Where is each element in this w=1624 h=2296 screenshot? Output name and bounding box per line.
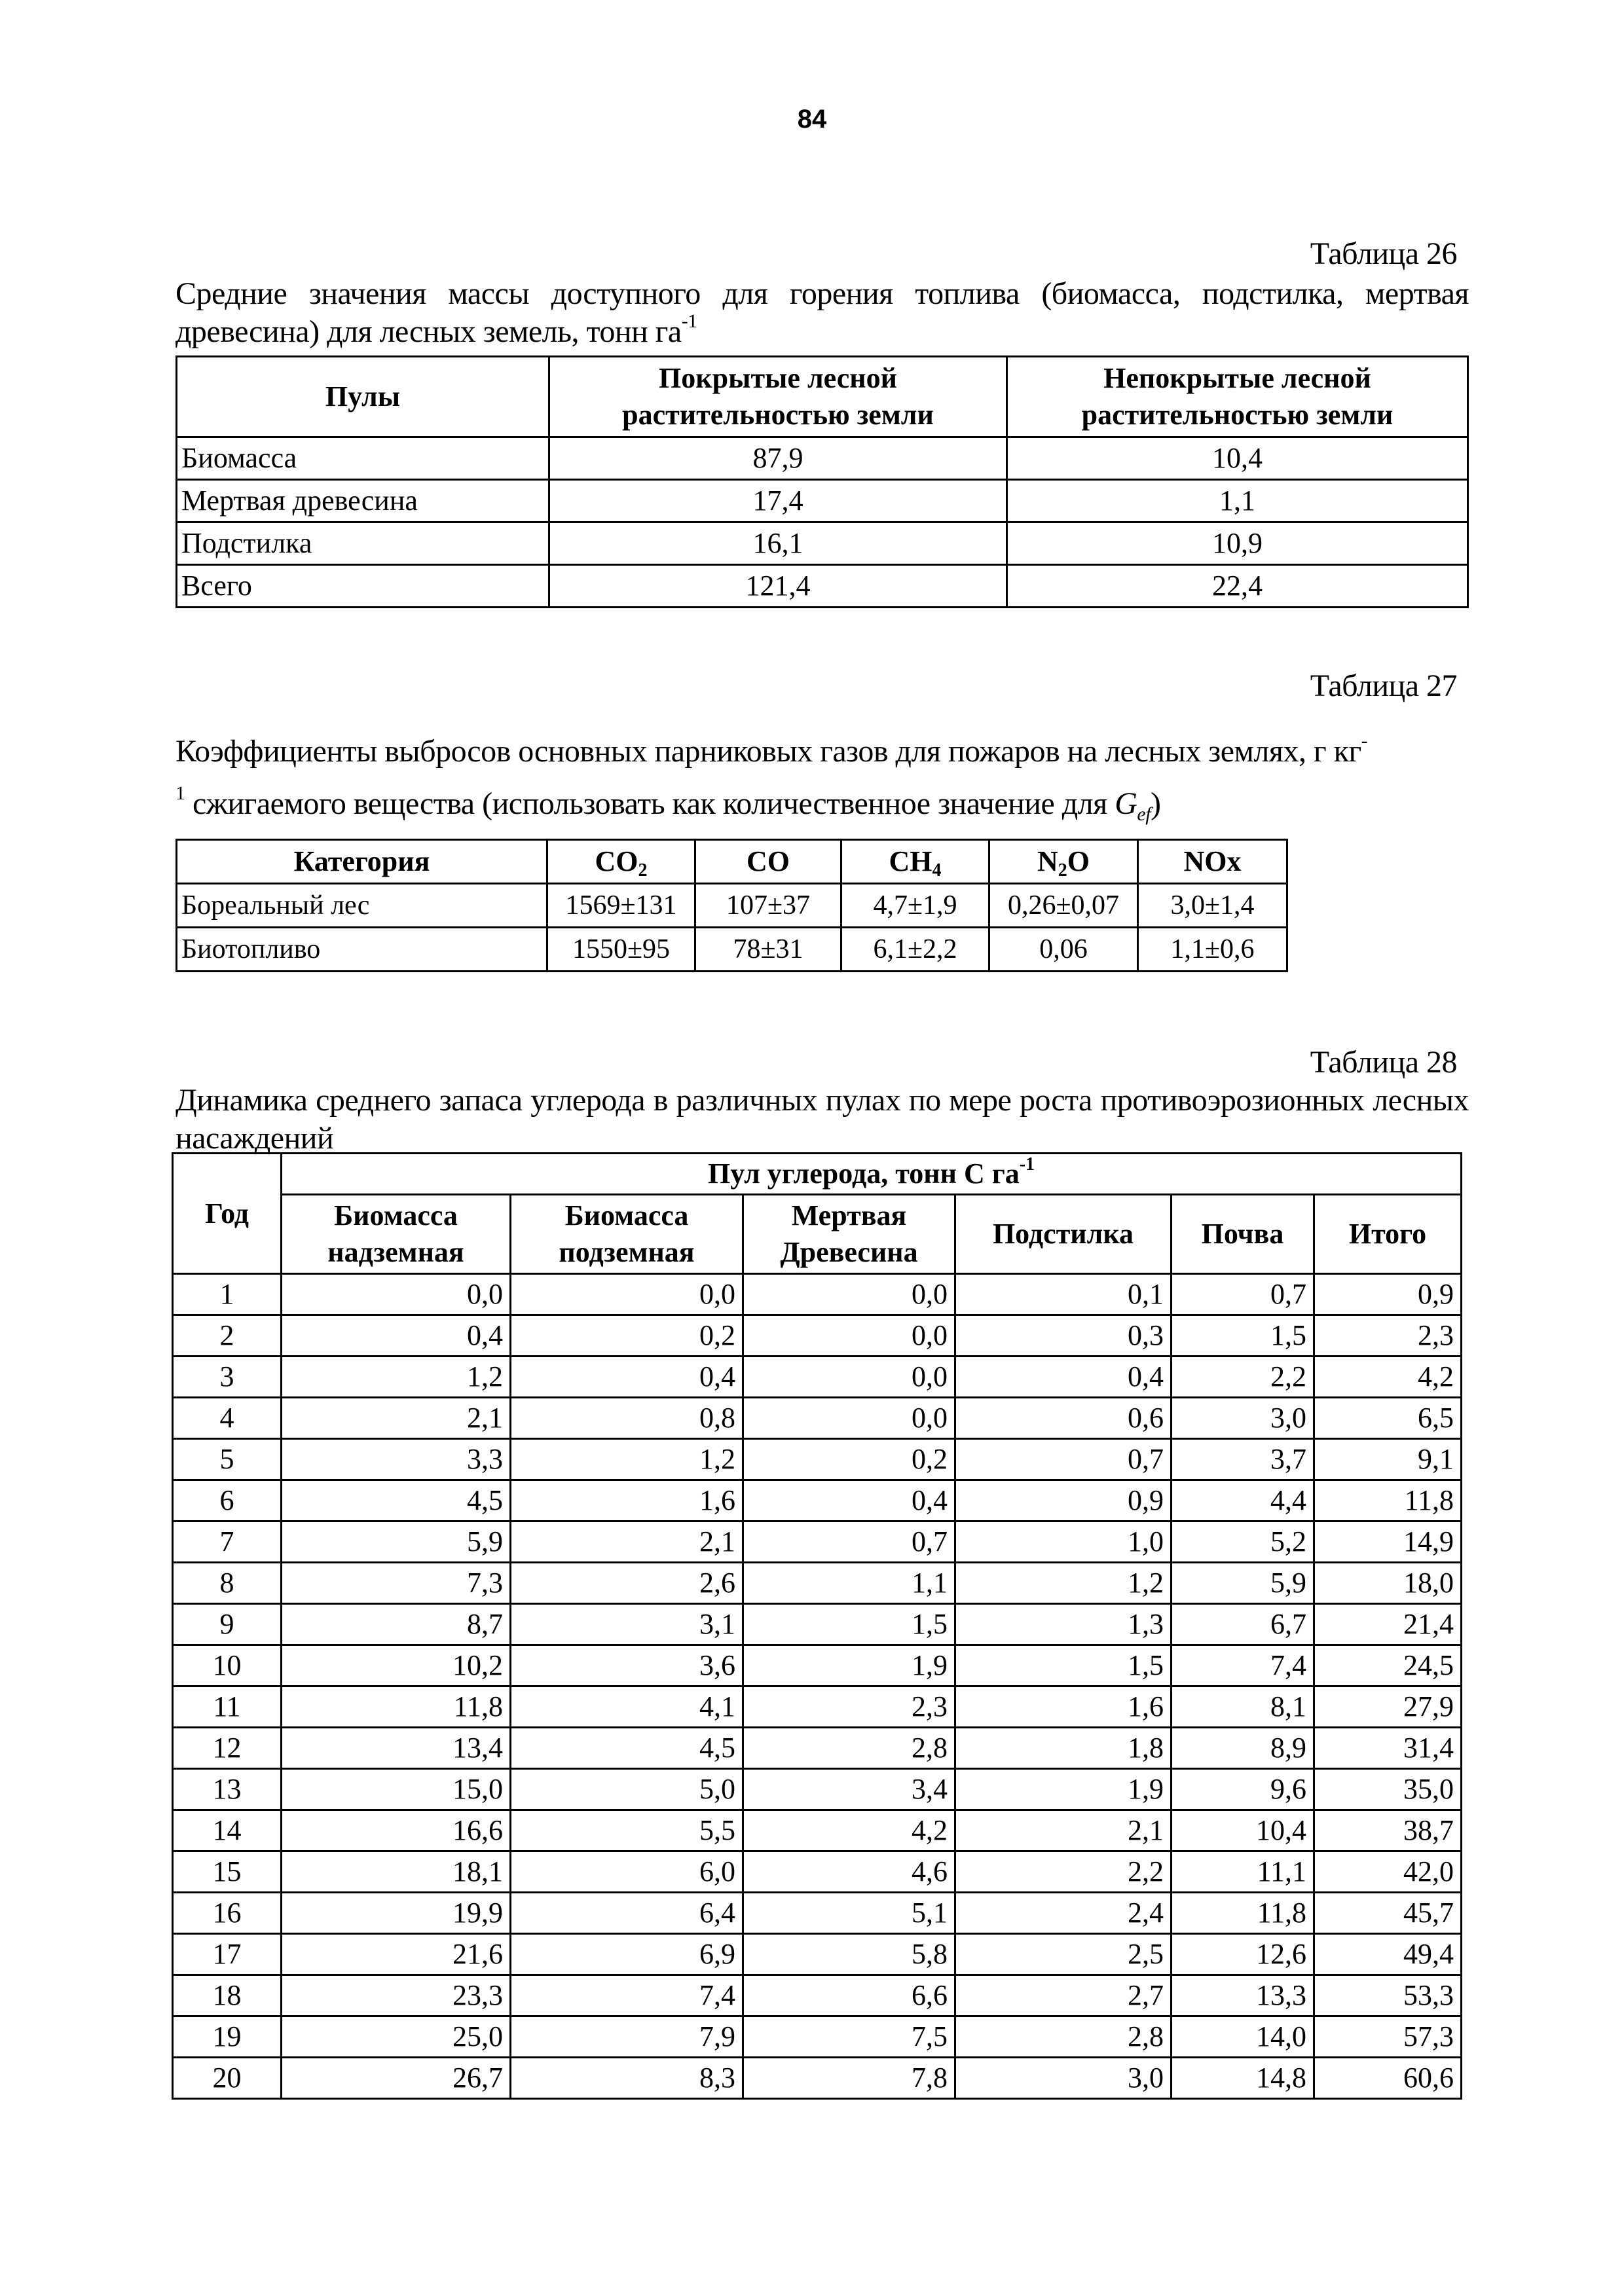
table28-header-total: Итого bbox=[1314, 1195, 1462, 1274]
soil-value: 1,5 bbox=[1172, 1315, 1314, 1357]
table27-header-n2o bbox=[989, 840, 1138, 884]
table27-caption-var: G bbox=[1115, 786, 1137, 821]
belowground-value: 3,1 bbox=[511, 1604, 743, 1645]
belowground-value: 6,4 bbox=[511, 1893, 743, 1934]
year: 7 bbox=[173, 1522, 282, 1563]
n2o-value: 0,06 bbox=[989, 928, 1138, 972]
litter-value: 1,3 bbox=[955, 1604, 1172, 1645]
litter-value: 0,7 bbox=[955, 1439, 1172, 1480]
soil-value: 9,6 bbox=[1172, 1769, 1314, 1810]
litter-value: 2,8 bbox=[955, 2016, 1172, 2058]
co2-value: 1569±131 bbox=[547, 884, 695, 928]
table27-caption-line2: сжигаемого вещества (использовать как количественное значение для bbox=[185, 786, 1115, 821]
deadwood-value: 1,1 bbox=[743, 1563, 955, 1604]
aboveground-value: 16,6 bbox=[282, 1810, 511, 1851]
soil-value: 8,1 bbox=[1172, 1686, 1314, 1728]
aboveground-value: 21,6 bbox=[282, 1934, 511, 1975]
litter-value: 2,5 bbox=[955, 1934, 1172, 1975]
group-header-sup: -1 bbox=[1019, 1154, 1035, 1175]
uncovered-value: 10,4 bbox=[1007, 437, 1468, 480]
total-value: 60,6 bbox=[1314, 2058, 1462, 2099]
co-value: 78±31 bbox=[695, 928, 841, 972]
table27-caption-var-sub: ef bbox=[1137, 803, 1151, 825]
deadwood-value: 0,0 bbox=[743, 1274, 955, 1315]
year: 16 bbox=[173, 1893, 282, 1934]
deadwood-value: 0,0 bbox=[743, 1398, 955, 1439]
year: 10 bbox=[173, 1645, 282, 1686]
table27-caption-line1: Коэффициенты выбросов основных парниковых газов для пожаров на лесных землях, г кг bbox=[175, 734, 1361, 769]
belowground-value: 5,0 bbox=[511, 1769, 743, 1810]
table28-body bbox=[173, 1274, 1462, 2099]
year: 3 bbox=[173, 1357, 282, 1398]
year: 17 bbox=[173, 1934, 282, 1975]
table28-header-litter: Подстилка bbox=[955, 1195, 1172, 1274]
soil-value: 4,4 bbox=[1172, 1480, 1314, 1522]
n2o-value: 0,26±0,07 bbox=[989, 884, 1138, 928]
aboveground-value: 18,1 bbox=[282, 1851, 511, 1893]
aboveground-value: 10,2 bbox=[282, 1645, 511, 1686]
belowground-value: 0,2 bbox=[511, 1315, 743, 1357]
deadwood-value: 5,1 bbox=[743, 1893, 955, 1934]
total-value: 53,3 bbox=[1314, 1975, 1462, 2016]
deadwood-value: 3,4 bbox=[743, 1769, 955, 1810]
aboveground-value: 13,4 bbox=[282, 1728, 511, 1769]
uncovered-value: 10,9 bbox=[1007, 522, 1468, 565]
table-row bbox=[173, 1604, 1462, 1645]
nox-value: 3,0±1,4 bbox=[1138, 884, 1287, 928]
covered-value: 121,4 bbox=[549, 565, 1007, 608]
table-row bbox=[177, 437, 1468, 480]
belowground-value: 0,0 bbox=[511, 1274, 743, 1315]
aboveground-value: 5,9 bbox=[282, 1522, 511, 1563]
belowground-value: 2,1 bbox=[511, 1522, 743, 1563]
uncovered-value: 22,4 bbox=[1007, 565, 1468, 608]
pool-name: Мертвая древесина bbox=[177, 480, 549, 522]
ch4-value: 6,1±2,2 bbox=[841, 928, 989, 972]
co-value: 107±37 bbox=[695, 884, 841, 928]
table-row bbox=[173, 1686, 1462, 1728]
table-row bbox=[177, 480, 1468, 522]
pool-name: Всего bbox=[177, 565, 549, 608]
belowground-value: 3,6 bbox=[511, 1645, 743, 1686]
litter-value: 0,3 bbox=[955, 1315, 1172, 1357]
category-name: Биотопливо bbox=[177, 928, 547, 972]
group-header-text: Пул углерода, тонн С га bbox=[707, 1157, 1020, 1190]
litter-value: 1,8 bbox=[955, 1728, 1172, 1769]
year: 20 bbox=[173, 2058, 282, 2099]
litter-value: 1,0 bbox=[955, 1522, 1172, 1563]
belowground-value: 1,6 bbox=[511, 1480, 743, 1522]
table28-header-aboveground: Биомасса надземная bbox=[282, 1195, 511, 1274]
table-row bbox=[173, 1274, 1462, 1315]
soil-value: 11,1 bbox=[1172, 1851, 1314, 1893]
litter-value: 1,5 bbox=[955, 1645, 1172, 1686]
deadwood-value: 4,2 bbox=[743, 1810, 955, 1851]
soil-value: 8,9 bbox=[1172, 1728, 1314, 1769]
litter-value: 0,1 bbox=[955, 1274, 1172, 1315]
aboveground-value: 15,0 bbox=[282, 1769, 511, 1810]
ch4-sub: 4 bbox=[932, 860, 942, 881]
deadwood-value: 0,2 bbox=[743, 1439, 955, 1480]
table28-header-soil: Почва bbox=[1172, 1195, 1314, 1274]
table-row bbox=[173, 1810, 1462, 1851]
total-value: 45,7 bbox=[1314, 1893, 1462, 1934]
co2-value: 1550±95 bbox=[547, 928, 695, 972]
year: 14 bbox=[173, 1810, 282, 1851]
belowground-value: 7,4 bbox=[511, 1975, 743, 2016]
soil-value: 0,7 bbox=[1172, 1274, 1314, 1315]
year: 18 bbox=[173, 1975, 282, 2016]
table-row bbox=[173, 1851, 1462, 1893]
uncovered-value: 1,1 bbox=[1007, 480, 1468, 522]
covered-value: 87,9 bbox=[549, 437, 1007, 480]
table27-header-category: Категория bbox=[177, 840, 547, 884]
table28-header-group bbox=[282, 1154, 1462, 1195]
litter-value: 2,1 bbox=[955, 1810, 1172, 1851]
year: 13 bbox=[173, 1769, 282, 1810]
total-value: 18,0 bbox=[1314, 1563, 1462, 1604]
n2o-sub: 2 bbox=[1058, 860, 1067, 881]
belowground-value: 4,1 bbox=[511, 1686, 743, 1728]
table27-caption-sup2: 1 bbox=[175, 782, 185, 804]
table-row bbox=[177, 565, 1468, 608]
year: 2 bbox=[173, 1315, 282, 1357]
total-value: 11,8 bbox=[1314, 1480, 1462, 1522]
covered-value: 16,1 bbox=[549, 522, 1007, 565]
soil-value: 2,2 bbox=[1172, 1357, 1314, 1398]
soil-value: 14,0 bbox=[1172, 2016, 1314, 2058]
table-row bbox=[177, 522, 1468, 565]
co2-base: CO bbox=[595, 845, 638, 877]
soil-value: 3,0 bbox=[1172, 1398, 1314, 1439]
total-value: 24,5 bbox=[1314, 1645, 1462, 1686]
aboveground-value: 3,3 bbox=[282, 1439, 511, 1480]
table27-header-co: CO bbox=[695, 840, 841, 884]
table-row bbox=[177, 884, 1287, 928]
year: 12 bbox=[173, 1728, 282, 1769]
litter-value: 2,2 bbox=[955, 1851, 1172, 1893]
table26-label: Таблица 26 bbox=[1310, 236, 1457, 271]
table26-header-pools: Пулы bbox=[177, 357, 549, 437]
total-value: 57,3 bbox=[1314, 2016, 1462, 2058]
total-value: 6,5 bbox=[1314, 1398, 1462, 1439]
deadwood-value: 6,6 bbox=[743, 1975, 955, 2016]
table26-header-uncovered: Непокрытые лесной растительностью земли bbox=[1007, 357, 1468, 437]
table26-header-covered: Покрытые лесной растительностью земли bbox=[549, 357, 1007, 437]
deadwood-value: 2,8 bbox=[743, 1728, 955, 1769]
table-row bbox=[173, 1893, 1462, 1934]
nox-value: 1,1±0,6 bbox=[1138, 928, 1287, 972]
belowground-value: 7,9 bbox=[511, 2016, 743, 2058]
soil-value: 10,4 bbox=[1172, 1810, 1314, 1851]
pool-name: Биомасса bbox=[177, 437, 549, 480]
soil-value: 12,6 bbox=[1172, 1934, 1314, 1975]
total-value: 27,9 bbox=[1314, 1686, 1462, 1728]
deadwood-value: 0,7 bbox=[743, 1522, 955, 1563]
total-value: 35,0 bbox=[1314, 1769, 1462, 1810]
belowground-value: 2,6 bbox=[511, 1563, 743, 1604]
total-value: 42,0 bbox=[1314, 1851, 1462, 1893]
table-row bbox=[173, 2016, 1462, 2058]
table-row bbox=[173, 1439, 1462, 1480]
table28-header-year: Год bbox=[173, 1154, 282, 1274]
deadwood-value: 0,0 bbox=[743, 1315, 955, 1357]
aboveground-value: 4,5 bbox=[282, 1480, 511, 1522]
aboveground-value: 1,2 bbox=[282, 1357, 511, 1398]
table28 bbox=[172, 1152, 1462, 2100]
year: 5 bbox=[173, 1439, 282, 1480]
aboveground-value: 19,9 bbox=[282, 1893, 511, 1934]
table-row bbox=[173, 2058, 1462, 2099]
table27-header-co2 bbox=[547, 840, 695, 884]
litter-value: 0,4 bbox=[955, 1357, 1172, 1398]
table-row bbox=[173, 1315, 1462, 1357]
covered-value: 17,4 bbox=[549, 480, 1007, 522]
aboveground-value: 7,3 bbox=[282, 1563, 511, 1604]
aboveground-value: 2,1 bbox=[282, 1398, 511, 1439]
belowground-value: 4,5 bbox=[511, 1728, 743, 1769]
total-value: 21,4 bbox=[1314, 1604, 1462, 1645]
soil-value: 13,3 bbox=[1172, 1975, 1314, 2016]
total-value: 31,4 bbox=[1314, 1728, 1462, 1769]
belowground-value: 0,4 bbox=[511, 1357, 743, 1398]
year: 8 bbox=[173, 1563, 282, 1604]
total-value: 4,2 bbox=[1314, 1357, 1462, 1398]
soil-value: 7,4 bbox=[1172, 1645, 1314, 1686]
table28-label: Таблица 28 bbox=[1310, 1045, 1457, 1080]
deadwood-value: 4,6 bbox=[743, 1851, 955, 1893]
table28-header-deadwood: Мертвая Древесина bbox=[743, 1195, 955, 1274]
year: 1 bbox=[173, 1274, 282, 1315]
table26-caption-sup: -1 bbox=[681, 310, 697, 332]
litter-value: 2,7 bbox=[955, 1975, 1172, 2016]
deadwood-value: 0,4 bbox=[743, 1480, 955, 1522]
table27-header-nox: NOx bbox=[1138, 840, 1287, 884]
total-value: 0,9 bbox=[1314, 1274, 1462, 1315]
table-row bbox=[173, 1975, 1462, 2016]
belowground-value: 8,3 bbox=[511, 2058, 743, 2099]
soil-value: 5,9 bbox=[1172, 1563, 1314, 1604]
year: 15 bbox=[173, 1851, 282, 1893]
table-row bbox=[173, 1769, 1462, 1810]
aboveground-value: 0,4 bbox=[282, 1315, 511, 1357]
category-name: Бореальный лес bbox=[177, 884, 547, 928]
aboveground-value: 11,8 bbox=[282, 1686, 511, 1728]
table27-caption-end: ) bbox=[1151, 786, 1161, 821]
table26-caption-text: Средние значения массы доступного для горения топлива (биомасса, подстилка, мертвая древесина) для лесных земель, тонн га bbox=[175, 276, 1469, 349]
co2-sub: 2 bbox=[638, 860, 648, 881]
total-value: 2,3 bbox=[1314, 1315, 1462, 1357]
litter-value: 1,9 bbox=[955, 1769, 1172, 1810]
table-row bbox=[173, 1645, 1462, 1686]
table-row bbox=[173, 1563, 1462, 1604]
belowground-value: 0,8 bbox=[511, 1398, 743, 1439]
table26-caption bbox=[175, 275, 1469, 351]
n2o-tail: O bbox=[1067, 845, 1090, 877]
table-row bbox=[173, 1728, 1462, 1769]
belowground-value: 6,9 bbox=[511, 1934, 743, 1975]
table-row bbox=[173, 1480, 1462, 1522]
litter-value: 3,0 bbox=[955, 2058, 1172, 2099]
aboveground-value: 8,7 bbox=[282, 1604, 511, 1645]
deadwood-value: 2,3 bbox=[743, 1686, 955, 1728]
litter-value: 1,6 bbox=[955, 1686, 1172, 1728]
aboveground-value: 23,3 bbox=[282, 1975, 511, 2016]
litter-value: 2,4 bbox=[955, 1893, 1172, 1934]
deadwood-value: 5,8 bbox=[743, 1934, 955, 1975]
page-number: 84 bbox=[797, 105, 827, 134]
table26 bbox=[175, 355, 1469, 608]
table27-label: Таблица 27 bbox=[1310, 668, 1457, 703]
total-value: 49,4 bbox=[1314, 1934, 1462, 1975]
deadwood-value: 1,9 bbox=[743, 1645, 955, 1686]
soil-value: 3,7 bbox=[1172, 1439, 1314, 1480]
total-value: 9,1 bbox=[1314, 1439, 1462, 1480]
year: 9 bbox=[173, 1604, 282, 1645]
table26-header-row bbox=[177, 357, 1468, 437]
ch4-base: CH bbox=[889, 845, 932, 877]
table27-header-ch4 bbox=[841, 840, 989, 884]
deadwood-value: 0,0 bbox=[743, 1357, 955, 1398]
aboveground-value: 26,7 bbox=[282, 2058, 511, 2099]
table-row bbox=[173, 1522, 1462, 1563]
total-value: 14,9 bbox=[1314, 1522, 1462, 1563]
table-row bbox=[173, 1934, 1462, 1975]
deadwood-value: 7,5 bbox=[743, 2016, 955, 2058]
year: 4 bbox=[173, 1398, 282, 1439]
soil-value: 6,7 bbox=[1172, 1604, 1314, 1645]
aboveground-value: 25,0 bbox=[282, 2016, 511, 2058]
table28-header bbox=[173, 1154, 1462, 1274]
belowground-value: 5,5 bbox=[511, 1810, 743, 1851]
n2o-base: N bbox=[1037, 845, 1058, 877]
year: 11 bbox=[173, 1686, 282, 1728]
table27-caption bbox=[175, 725, 1469, 830]
year: 6 bbox=[173, 1480, 282, 1522]
litter-value: 0,9 bbox=[955, 1480, 1172, 1522]
ch4-value: 4,7±1,9 bbox=[841, 884, 989, 928]
table28-caption: Динамика среднего запаса углерода в различных пулах по мере роста противоэрозионных лесных насаждений bbox=[175, 1083, 1469, 1156]
litter-value: 1,2 bbox=[955, 1563, 1172, 1604]
belowground-value: 1,2 bbox=[511, 1439, 743, 1480]
table27-caption-sup1: - bbox=[1361, 730, 1368, 752]
deadwood-value: 7,8 bbox=[743, 2058, 955, 2099]
deadwood-value: 1,5 bbox=[743, 1604, 955, 1645]
aboveground-value: 0,0 bbox=[282, 1274, 511, 1315]
table27-header-row bbox=[177, 840, 1287, 884]
soil-value: 11,8 bbox=[1172, 1893, 1314, 1934]
table-row bbox=[173, 1398, 1462, 1439]
pool-name: Подстилка bbox=[177, 522, 549, 565]
table-row bbox=[173, 1357, 1462, 1398]
year: 19 bbox=[173, 2016, 282, 2058]
belowground-value: 6,0 bbox=[511, 1851, 743, 1893]
total-value: 38,7 bbox=[1314, 1810, 1462, 1851]
table28-header-belowground: Биомасса подземная bbox=[511, 1195, 743, 1274]
litter-value: 0,6 bbox=[955, 1398, 1172, 1439]
table-row bbox=[177, 928, 1287, 972]
soil-value: 5,2 bbox=[1172, 1522, 1314, 1563]
table27 bbox=[175, 839, 1288, 972]
soil-value: 14,8 bbox=[1172, 2058, 1314, 2099]
